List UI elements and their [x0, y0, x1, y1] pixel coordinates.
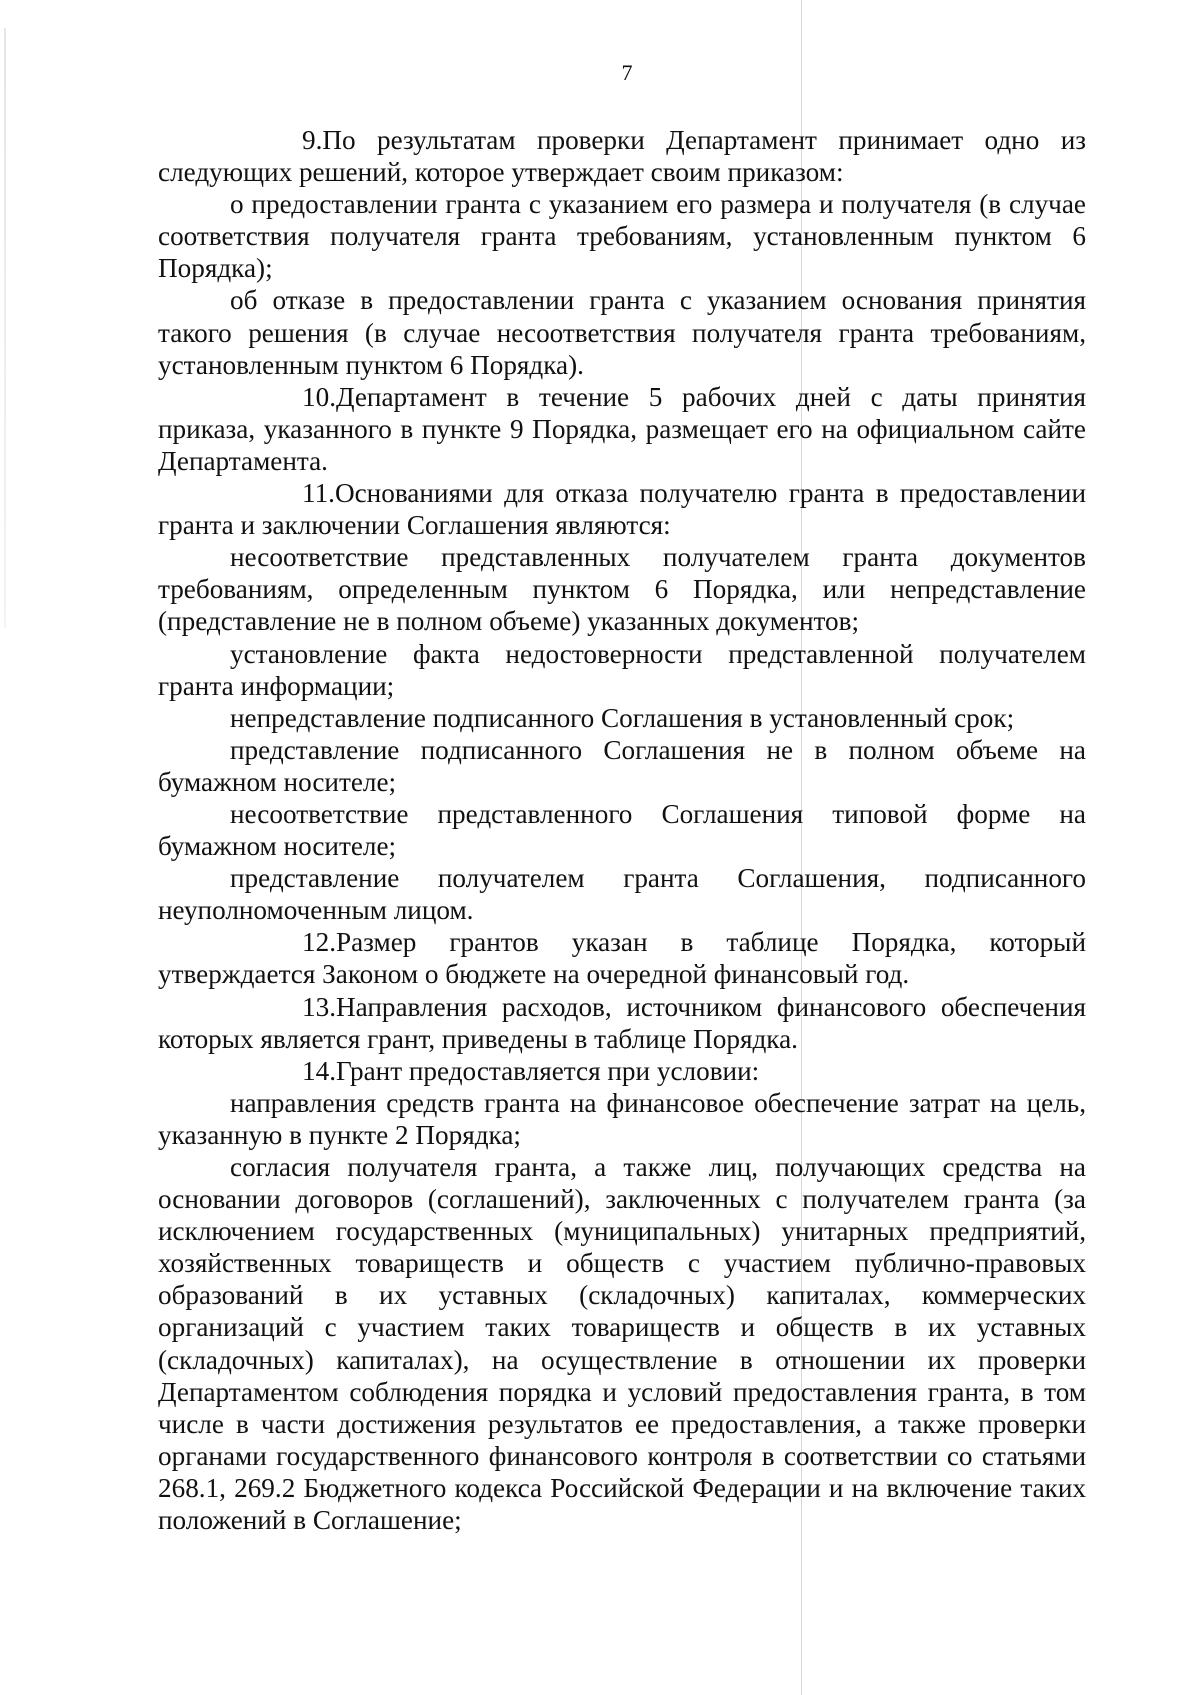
paragraph-text: По результатам проверки Департамент принимает одно из следующих решений, которое утверждает своим приказом:: [158, 125, 1086, 188]
paragraph-text: непредставление подписанного Соглашения в установленный срок;: [230, 702, 1015, 733]
clause-number-14: 14.: [302, 1055, 336, 1086]
paragraph-text: установление факта недостоверности представленной получателем гранта информации;: [158, 638, 1086, 701]
paragraph-text: Размер грантов указан в таблице Порядка, который утверждается Законом о бюджете на очередной финансовый год.: [158, 927, 1086, 990]
clause-number-13: 13.: [302, 991, 336, 1022]
paragraph-14-condition-2: [158, 1151, 1086, 1536]
clause-number-11: 11.: [302, 478, 335, 509]
paragraph-text: Департамент в течение 5 рабочих дней с даты принятия приказа, указанного в пункте 9 Порядка, размещает его на официальном сайте Департамента.: [158, 381, 1086, 476]
paragraph-9-option-grant: [158, 188, 1086, 284]
paragraph-11-ground-1: [158, 541, 1086, 637]
paragraph-14: [158, 1055, 1086, 1087]
paragraph-13: [158, 991, 1086, 1055]
paragraph-text: Основаниями для отказа получателю гранта в предоставлении гранта и заключении Соглашения являются:: [158, 478, 1086, 541]
scan-edge-mark: [4, 28, 6, 628]
paragraph-9: [158, 124, 1086, 188]
paragraph-11-ground-3: [158, 702, 1086, 734]
paragraph-11-ground-4: [158, 734, 1086, 798]
paragraph-text: представление подписанного Соглашения не в полном объеме на бумажном носителе;: [158, 734, 1086, 797]
paragraph-10: [158, 381, 1086, 477]
paragraph-14-condition-1: [158, 1087, 1086, 1151]
paragraph-text: согласия получателя гранта, а также лиц, получающих средства на основании договоров (соглашений), заключенных с получателем гранта (за исключением государственных (муниципальных) унитарных предприятий, хозяйственных товариществ и обществ с участием публично-правовых образований в их уставных (складочных) капиталах, коммерческих организаций с участием таких товариществ и обществ в их уставных (складочных) капиталах), на осуществление в отношении их проверки Департаментом соблюдения порядка и условий предоставления гранта, в том числе в части достижения результатов ее предоставления, а также проверки органами государственного финансового контроля в соответствии со статьями 268.1, 269.2 Бюджетного кодекса Российской Федерации и на включение таких положений в Соглашение;: [158, 1152, 1086, 1536]
paragraph-12: [158, 926, 1086, 990]
clause-number-9: 9.: [302, 125, 323, 155]
paragraph-text: представление получателем гранта Соглашения, подписанного неуполномоченным лицом.: [158, 863, 1086, 926]
paragraph-text: несоответствие представленных получателем гранта документов требованиям, определенным пунктом 6 Порядка, или непредставление (представление не в полном объеме) указанных документов;: [158, 542, 1086, 637]
paragraph-text: Направления расходов, источником финансового обеспечения которых является грант, приведены в таблице Порядка.: [158, 991, 1086, 1054]
paragraph-text: Грант предоставляется при условии:: [335, 1055, 760, 1086]
paragraph-text: несоответствие представленного Соглашения типовой форме на бумажном носителе;: [158, 798, 1086, 862]
clause-number-12: 12.: [302, 927, 336, 958]
paragraph-11: [158, 477, 1086, 541]
paragraph-11-ground-2: [158, 638, 1086, 702]
paragraph-text: о предоставлении гранта с указанием его размера и получателя (в случае соответствия получателя гранта требованиям, установленным пунктом 6 Порядка);: [158, 189, 1086, 284]
paragraph-text: направления средств гранта на финансовое обеспечение затрат на цель, указанную в пункте 2 Порядка;: [158, 1087, 1086, 1150]
page-number: 7: [621, 60, 633, 85]
clause-number-10: 10.: [302, 381, 336, 412]
paragraph-11-ground-5: [158, 798, 1086, 862]
paragraph-text: об отказе в предоставлении гранта с указанием основания принятия такого решения (в случае несоответствия получателя гранта требованиям, установленным пунктом 6 Порядка).: [158, 285, 1086, 380]
document-body: [158, 124, 1086, 1536]
paragraph-9-option-refusal: [158, 284, 1086, 380]
paragraph-11-ground-6: [158, 862, 1086, 926]
